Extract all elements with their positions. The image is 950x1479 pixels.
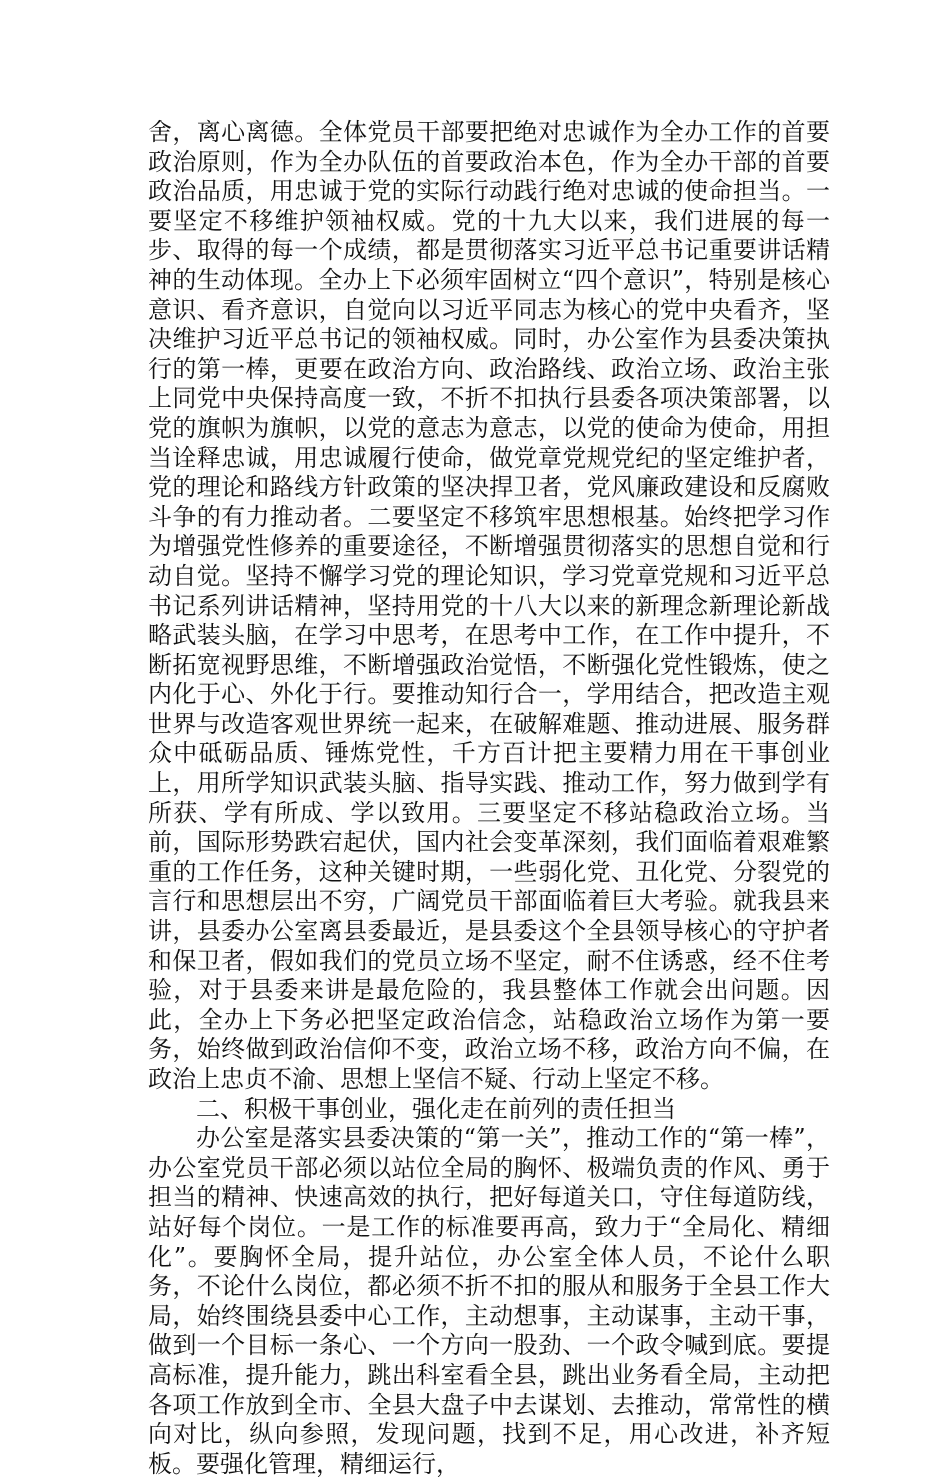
paragraph-political-loyalty: 舍，离心离德。全体党员干部要把绝对忠诚作为全办工作的首要政治原则，作为全办队伍的首要政治本色，作为全办干部的首要政治品质，用忠诚于党的实际行动践行绝对忠诚的使命担当。一要坚定不移维护领袖权威。党的十九大以来，我们进展的每一步、取得的每一个成绩，都是贯彻落实习近平总书记重要讲话精神的生动体现。全办上下必须牢固树立“四个意识”，特别是核心意识、看齐意识，自觉向以习近平同志为核心的党中央看齐，坚决维护习近平总书记的领袖权威。同时，办公室作为县委决策执行的第一棒，更要在政治方向、政治路线、政治立场、政治主张上同党中央保持高度一致，不折不扣执行县委各项决策部署，以党的旗帜为旗帜，以党的意志为意志，以党的使命为使命，用担当诠释忠诚，用忠诚履行使命，做党章党规党纪的坚定维护者，党的理论和路线方针政策的坚决捍卫者，党风廉政建设和反腐败斗争的有力推动者。二要坚定不移筑牢思想根基。始终把学习作为增强党性修养的重要途径，不断增强贯彻落实的思想自觉和行动自觉。坚持不懈学习党的理论知识，学习党章党规和习近平总书记系列讲话精神，坚持用党的十八大以来的新理念新理论新战略武装头脑，在学习中思考，在思考中工作，在工作中提升，不断拓宽视野思维，不断增强政治觉悟，不断强化党性锻炼，使之内化于心、外化于行。要推动知行合一，学用结合，把改造主观世界与改造客观世界统一起来，在破解难题、推动进展、服务群众中砥砺品质、锤炼党性，千方百计把主要精力用在干事创业上，用所学知识武装头脑、指导实践、推动工作，努力做到学有所获、学有所成、学以致用。三要坚定不移站稳政治立场。当前，国际形势跌宕起伏，国内社会变革深刻，我们面临着艰难繁重的工作任务，这种关键时期，一些弱化党、丑化党、分裂党的言行和思想层出不穷，广阔党员干部面临着巨大考验。就我县来讲，县委办公室离县委最近，是县委这个全县领导核心的守护者和保卫者，假如我们的党员立场不坚定，耐不住诱惑，经不住考验，对于县委来讲是最危险的，我县整体工作就会出问题。因此，全办上下务必把坚定政治信念，站稳政治立场作为第一要务，始终做到政治信仰不变，政治立场不移，政治方向不偏，在政治上忠贞不渝、思想上坚信不疑、行动上坚定不移。 — [148, 118, 830, 1093]
document-body — [148, 118, 830, 1479]
section-heading-2: 二、积极干事创业，强化走在前列的责任担当 — [196, 1094, 676, 1123]
paragraph-office-responsibility: 办公室是落实县委决策的“第一关”，推动工作的“第一棒”，办公室党员干部必须以站位全局的胸怀、极端负责的作风、勇于担当的精神、快速高效的执行，把好每道关口，守住每道防线，站好每个岗位。一是工作的标准要再高，致力于“全局化、精细化”。要胸怀全局，提升站位，办公室全体人员，不论什么职务，不论什么岗位，都必须不折不扣的服从和服务于全县工作大局，始终围绕县委中心工作，主动想事，主动谋事，主动干事，做到一个目标一条心、一个方向一股劲、一个政令喊到底。要提高标准，提升能力，跳出科室看全县，跳出业务看全局，主动把各项工作放到全市、全县大盘子中去谋划、去推动，常常性的横向对比，纵向参照，发现问题，找到不足，用心改进，补齐短板。要强化管理，精细运行， — [148, 1124, 830, 1478]
